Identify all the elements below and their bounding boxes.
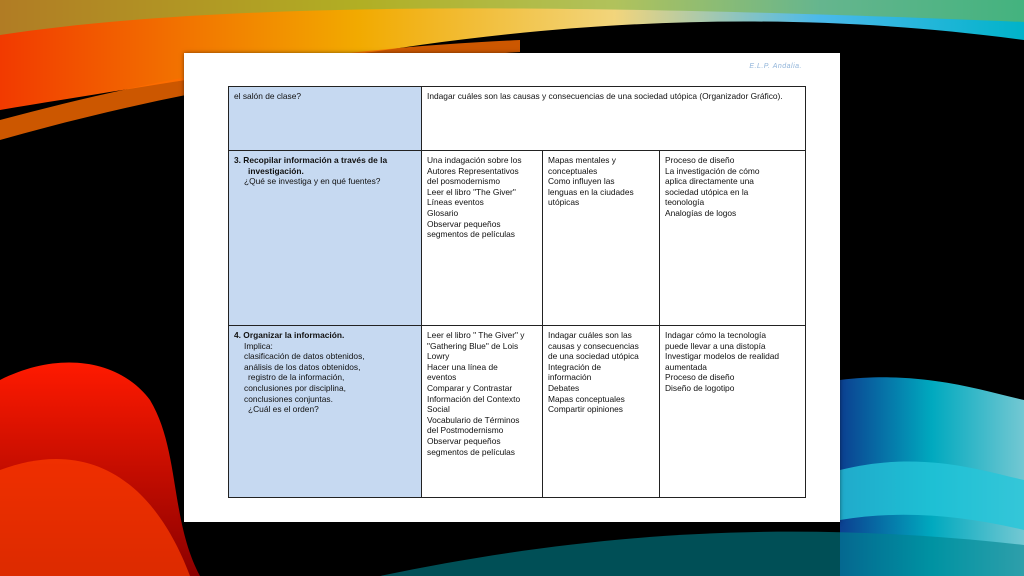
list-item: Vocabulario de Términos: [427, 414, 520, 425]
list-item: Investigar modelos de realidad: [665, 351, 780, 362]
list-item: del Postmodernismo: [427, 425, 504, 436]
list-item: segmentos de películas: [427, 446, 515, 457]
list-item: utópicas: [548, 197, 580, 208]
list-item: Observar pequeños: [427, 435, 501, 446]
list-item: de una sociedad utópica: [548, 351, 639, 362]
list-item: puede llevar a una distopía: [665, 340, 766, 351]
row3-col2-cell: [543, 326, 660, 498]
list-item: Indagar cuáles son las: [548, 330, 632, 340]
list-item: Indagar cómo la tecnología: [665, 330, 767, 340]
row1-left-text: el salón de clase?: [234, 91, 302, 101]
list-item: La investigación de cómo: [665, 165, 760, 176]
list-item: teonología: [665, 197, 705, 208]
step4-title: 4. Organizar la información.: [234, 330, 345, 340]
list-item: Lowry: [427, 351, 450, 362]
list-item: Una indagación sobre los: [427, 155, 522, 165]
table-row: [229, 87, 806, 151]
list-item: Analogías de logos: [665, 207, 737, 218]
step3-title: 3. Recopilar información a través de la: [234, 155, 388, 165]
row3-left-cell: [229, 326, 422, 498]
watermark: E.L.P. Andalia.: [749, 63, 802, 70]
list-item: Hacer una línea de: [427, 361, 498, 372]
step4-item: clasificación de datos obtenidos,: [244, 351, 365, 362]
list-item: conceptuales: [548, 165, 598, 176]
list-item: Glosario: [427, 207, 459, 218]
row2-col2-cell: [543, 151, 660, 326]
list-item: Proceso de diseño: [665, 372, 735, 383]
list-item: Mapas mentales y: [548, 155, 616, 165]
list-item: segmentos de películas: [427, 229, 515, 240]
list-item: del posmodernismo: [427, 176, 501, 187]
list-item: aumentada: [665, 361, 707, 372]
row3-col1-cell: [422, 326, 543, 498]
list-item: eventos: [427, 372, 457, 383]
step4-item: Implica:: [244, 340, 273, 351]
list-item: Leer el libro " The Giver" y: [427, 330, 525, 340]
document-page: [184, 53, 840, 522]
step4-item: análisis de los datos obtenidos,: [244, 361, 361, 372]
list-item: información: [548, 372, 592, 383]
step3-title-cont: investigación.: [248, 165, 304, 176]
step3-question: ¿Qué se investiga y en qué fuentes?: [244, 176, 381, 187]
row1-full-cell: [422, 87, 806, 151]
list-item: Leer el libro "The Giver": [427, 186, 516, 197]
row3-col3-cell: [660, 326, 806, 498]
list-item: lenguas en la ciudades: [548, 186, 634, 197]
step4-item: conclusiones conjuntas.: [244, 393, 333, 404]
step4-item: conclusiones por disciplina,: [244, 382, 346, 393]
list-item: Comparar y Contrastar: [427, 382, 513, 393]
list-item: Social: [427, 404, 450, 415]
list-item: causas y consecuencias: [548, 340, 639, 351]
row2-col1-cell: [422, 151, 543, 326]
row1-full-text: Indagar cuáles son las causas y consecuencias de una sociedad utópica (Organizador Gráfico).: [427, 91, 783, 101]
list-item: Líneas eventos: [427, 197, 484, 208]
row2-col3-cell: [660, 151, 806, 326]
list-item: Compartir opiniones: [548, 404, 623, 415]
list-item: Autores Representativos: [427, 165, 519, 176]
row1-left-cell: [229, 87, 422, 151]
table-row: [229, 326, 806, 498]
list-item: Integración de: [548, 361, 602, 372]
row2-left-cell: [229, 151, 422, 326]
list-item: Debates: [548, 382, 580, 393]
list-item: Observar pequeños: [427, 218, 501, 229]
list-item: sociedad utópica en la: [665, 186, 749, 197]
list-item: Mapas conceptuales: [548, 393, 625, 404]
planning-table: [228, 86, 806, 498]
list-item: Diseño de logotipo: [665, 382, 735, 393]
list-item: Como influyen las: [548, 176, 615, 187]
table-row: [229, 151, 806, 326]
step4-item: registro de la información,: [248, 372, 345, 383]
list-item: aplica directamente una: [665, 176, 754, 187]
list-item: "Gathering Blue" de Lois: [427, 340, 519, 351]
list-item: Proceso de diseño: [665, 155, 735, 165]
list-item: Información del Contexto: [427, 393, 521, 404]
step4-item: ¿Cuál es el orden?: [248, 404, 319, 415]
